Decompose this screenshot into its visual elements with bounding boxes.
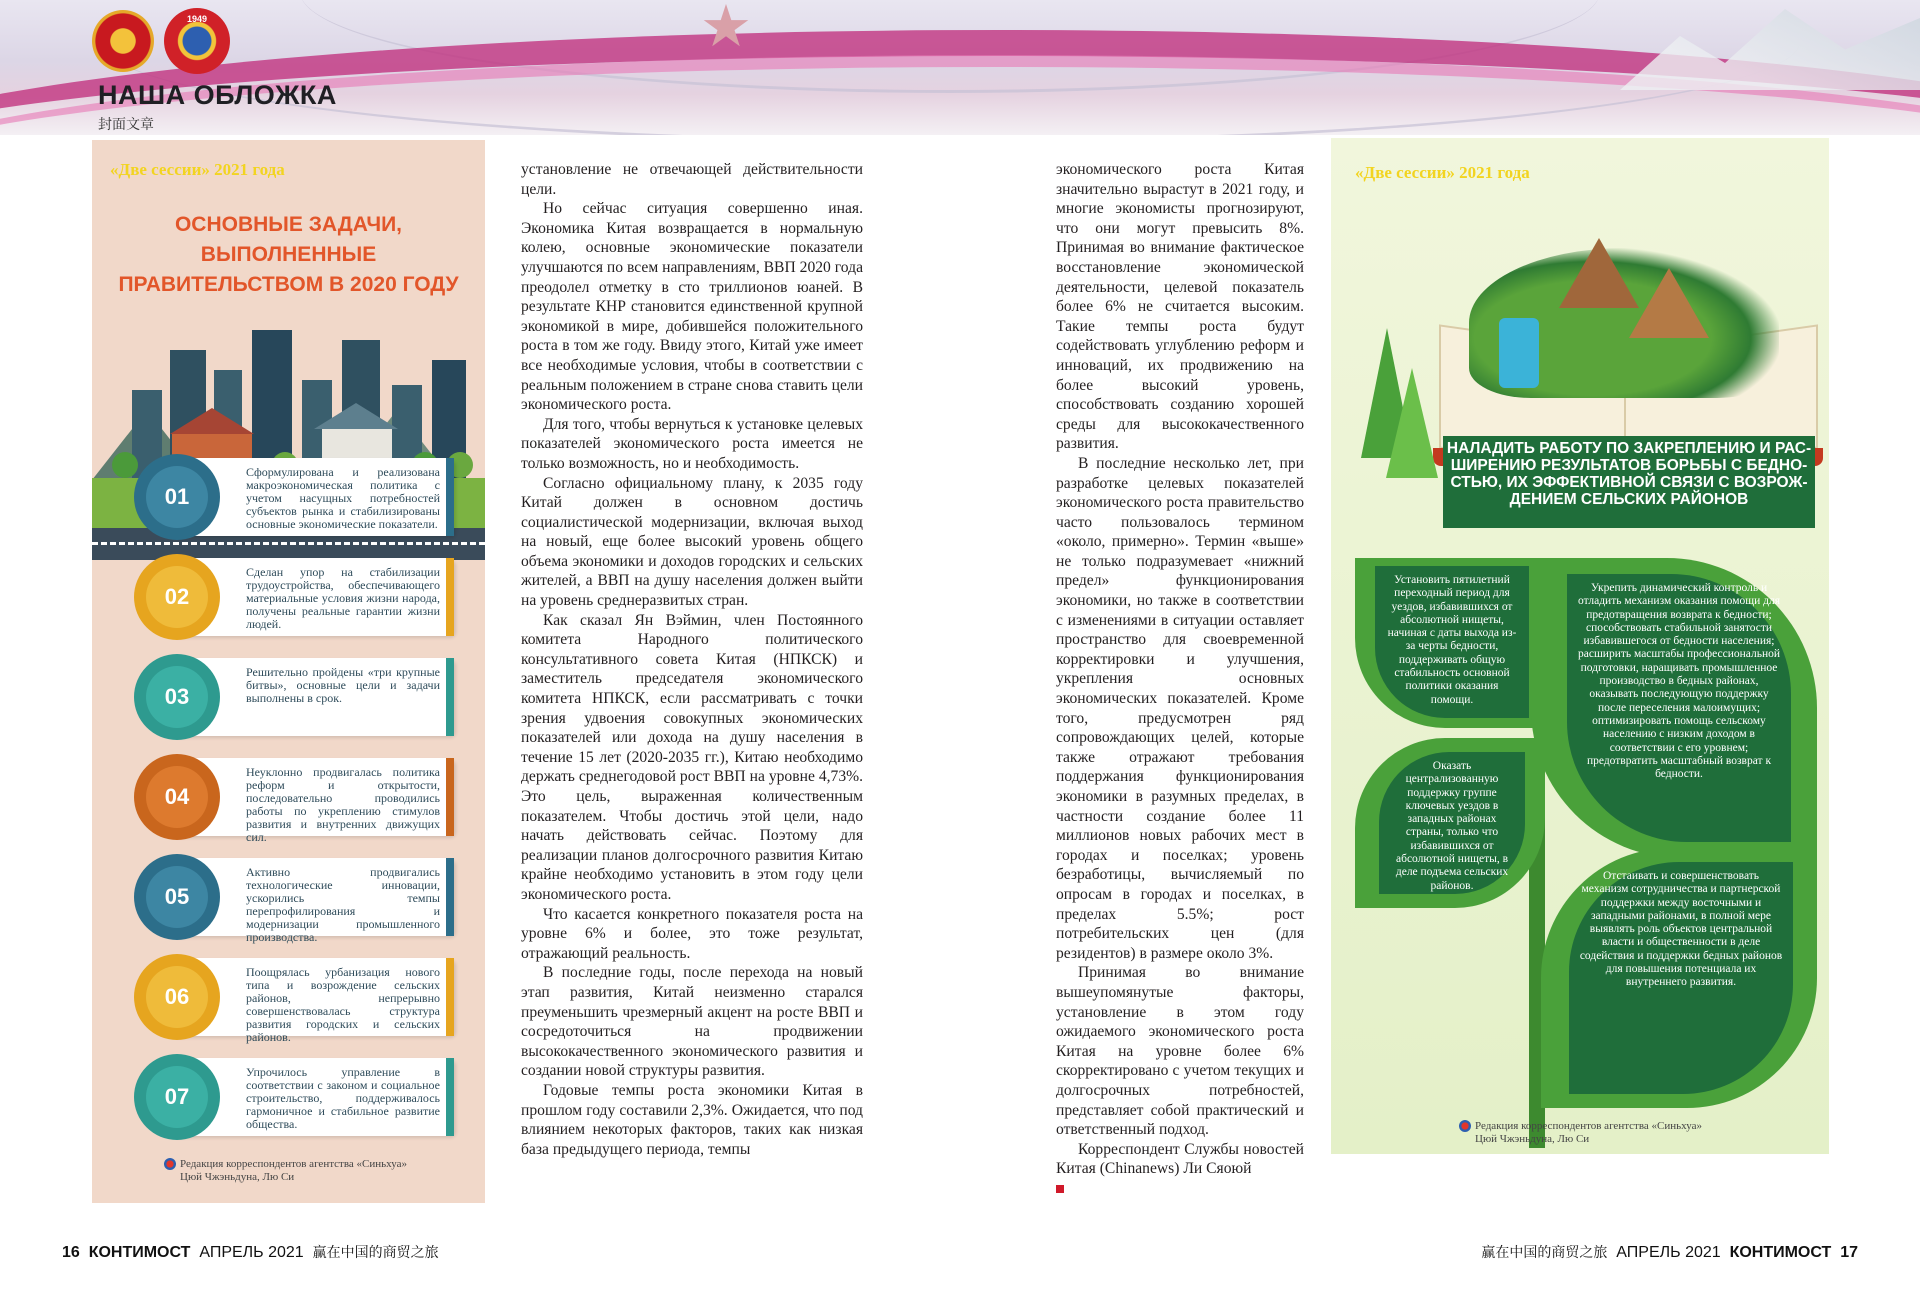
right-page-folio [1481,1242,1858,1262]
page-number: 17 [1840,1244,1858,1261]
paragraph: экономического роста Китая значительно вырастут в 2021 году, и многие экономисты прогнозируют, что они могут превысить 8%. Принимая во внимание фактическое восстановление экономической деятельности, целевой показатель более 6% не считается высоким. Такие темпы роста будут содействовать углублению реформ и инноваций, их продвижению на более высокий уровень, способствовать созданию хорошей среды для высококачественного развития. [1056,161,1304,453]
leaf-card-4 [1541,848,1817,1108]
credit-line: Редакция корреспондентов агентства «Синьхуа» [1475,1120,1702,1132]
step-accent-bar [446,458,454,536]
step-text: Сделан упор на стабилизации трудоустройства, обеспечивающего материальные условия жизни народа, получены реальные гарантии жизни людей. [246,565,440,631]
issue-date: АПРЕЛЬ 2021 [199,1244,304,1261]
leaf-card-2 [1531,558,1817,858]
credit-line: Цюй Чжэньдуна, Лю Си [180,1171,295,1183]
paragraph: установление не отвечающей действительности цели. [521,161,863,198]
leaf-text: Оказать централизованную поддержку группе ключевых уездов в западных районах страны, только что избавившихся от абсолютной нищеты, в деле подъема сельских районов. [1379,752,1525,894]
infographic-label: «Две сессии» 2021 года [110,160,285,179]
right-infographic [1331,138,1829,1154]
infographic-banner [1443,436,1815,528]
paragraph: Но сейчас ситуация совершенно иная. Экономика Китая возвращается в нормальную колею, основные экономические показатели улучшаются по всем направлениям, ВВП 2020 года преодолел отметку в сто триллионов юаней. В результате КНР становится единственной крупной экономикой в мире, добившейся положительного роста в том же году. Ввиду этого, Китай уже имеет все необходимые условия, чтобы в соответствии с реальным положением в стране снова ставить цели экономического роста. [521,200,863,414]
step-number: 01 [146,466,208,528]
step-accent-bar [446,958,454,1036]
pine-tree-shape [1386,368,1438,478]
step-number: 06 [146,966,208,1028]
end-of-article-mark [1056,1185,1064,1193]
paragraph: Что касается конкретного показателя роста на уровне 6% и более, это тоже результат, отражающий реальность. [521,905,863,962]
star-icon: ★ [700,0,752,59]
infographic-title [92,210,485,300]
step-accent-bar [446,858,454,936]
step-text: Неуклонно продвигалась политика реформ и открытости, последовательно проводились работы по укреплению стимулов развития и внутренних движущих сил. [246,765,440,844]
step-accent-bar [446,558,454,636]
leaf-card-1 [1355,558,1545,728]
magazine-name: КОНТИМОСТ [88,1244,191,1261]
paragraph: Для того, чтобы вернуться к установке целевых показателей экономического роста имеется не только возможность, но и необходимость. [521,415,863,472]
infographic-label: «Две сессии» 2021 года [1355,163,1530,182]
credit-line: Редакция корреспондентов агентства «Синьхуа» [180,1158,407,1170]
article-column-2 [1056,160,1304,1198]
step-number-badge [134,654,220,740]
leaf-text: Установить пятилетний переходный период для уездов, избавившихся от абсолютной нищеты, начиная с даты выхода из-за черты бедности, поддерживать общую стабильность основной политики оказания помощи. [1375,566,1529,718]
title-line: ПРАВИТЕЛЬСТВОМ В 2020 ГОДУ [118,273,459,296]
step-text: Упрочилось управление в соответствии с законом и социальное строительство, поддерживалось гармоничное и стабильное развитие общества. [246,1065,440,1131]
national-emblem-icon [92,10,154,72]
roof-shape [314,403,398,429]
paragraph: В последние годы, после перехода на новый этап развития, Китай неизменно старался преуменьшить чрезмерный акцент на росте ВВП и сосредоточиться на продвижении высококачественного экономического развития и создании новой структуры развития. [521,964,863,1080]
roof-shape [170,408,254,434]
section-subtitle: 封面文章 [98,117,154,133]
paragraph: Принимая во внимание вышеупомянутые факторы, установление в этом году ожидаемого экономического роста Китая на уровне более 6% скорректировано с учетом текущих и долгосрочных потребностей, представляет собой практический и ответственный подход. [1056,964,1304,1139]
banner-line: НАЛАДИТЬ РАБОТУ ПО ЗАКРЕПЛЕНИЮ И РАС- [1446,440,1812,457]
step-text: Решительно пройдены «три крупные битвы», основные цели и задачи выполнены в срок. [246,665,440,705]
leaf-card-3 [1355,738,1545,908]
photo-credit [164,1158,407,1184]
step-accent-bar [446,758,454,836]
banner-line: ШИРЕНИЮ РЕЗУЛЬТАТОВ БОРЬБЫ С БЕДНО- [1450,457,1808,474]
step-number: 04 [146,766,208,828]
step-accent-bar [446,658,454,736]
step-number: 07 [146,1066,208,1128]
magazine-name: КОНТИМОСТ [1729,1244,1832,1261]
step-accent-bar [446,1058,454,1136]
step-number: 05 [146,866,208,928]
xinhua-logo-icon [164,1158,176,1170]
title-line: ОСНОВНЫЕ ЗАДАЧИ, ВЫПОЛНЕННЫЕ [174,213,403,266]
step-number-badge [134,854,220,940]
task-step-07 [134,1054,454,1140]
task-step-05 [134,854,454,944]
paragraph: Годовые темпы роста экономики Китая в прошлом году составили 2,3%. Ожидается, что под влиянием некоторых факторов, таких как низкая база предыдущего периода, темпы [521,1081,863,1158]
xinhua-logo-icon [1459,1120,1471,1132]
step-number-badge [134,754,220,840]
mountain-shape [1629,268,1709,338]
step-text: Поощрялась урбанизация нового типа и возрождение сельских районов, непрерывно совершенствовалась структура развития городских и сельских районов. [246,965,440,1044]
task-step-04 [134,754,454,844]
author-byline: Корреспондент Службы новостей Китая (Chinanews) Ли Сяоюй [1056,1140,1304,1178]
credit-line: Цюй Чжэньдуна, Лю Си [1475,1133,1590,1145]
page-number: 16 [62,1244,80,1261]
left-page-folio [62,1242,439,1262]
task-step-03 [134,654,454,740]
step-number-badge [134,454,220,540]
step-number: 03 [146,666,208,728]
issue-date: АПРЕЛЬ 2021 [1616,1244,1721,1261]
section-title: НАША ОБЛОЖКА [98,80,337,110]
magazine-slogan: 赢在中国的商贸之旅 [1481,1245,1608,1261]
step-number-badge [134,554,220,640]
step-number-badge [134,954,220,1040]
leaf-text: Укрепить динамический контроль и отладить механизм оказания помощи для предотвращения возврата к бедности; способствовать стабильной занятости избавившегося от бедности населения; расширить масштабы профессиональной подготовки, наращивать промышленное производство в бедных районах, оказывать последующую поддержку после переселения малоимущих; оптимизировать помощь сельскому населению с низким доходом в соответствии с его уровнем; предотвратить масштабный возврат к бедности. [1567,574,1791,842]
header-banner [0,0,1920,135]
task-step-06 [134,954,454,1044]
task-step-01 [134,454,454,540]
step-number-badge [134,1054,220,1140]
photo-credit [1459,1120,1702,1146]
article-column-1 [521,160,863,1159]
task-step-02 [134,554,454,640]
leaf-text: Отстаивать и совершенствовать механизм сотрудничества и партнерской поддержки между восточными и западными районами, в полной мере выявлять роль объектов центральной власти и общественности в деле содействия и поддержки бедных районов для повышения потенциала их внутреннего развития. [1569,862,1793,1094]
waterfall-shape [1499,318,1539,388]
paragraph: Как сказал Ян Вэймин, член Постоянного комитета Народного политического консультативного совета Китая (НПКСК) и заместитель председателя экономического комитета НПКСК, если рассматривать с точки зрения удвоения совокупных экономических показателей или дохода на душу населения в течение 15 лет (2020-2035 гг.), Китаю необходимо держать среднегодовой рост ВВП на уровне 4,73%. Это цель, выраженная количественным показателем. Чтобы достичь этой цели, надо начать действовать сейчас. Поэтому для реализации планов долгосрочного развития Китаю крайне необходимо установить в этом году цели экономического роста. [521,611,863,903]
emblem-year: 1949 [186,14,208,24]
step-text: Сформулирована и реализована макроэкономическая политика с учетом насущных потребностей субъектов рынка и стабилизированы основные экономические показатели. [246,465,440,531]
left-infographic [92,140,485,1203]
step-number: 02 [146,566,208,628]
magazine-slogan: 赢在中国的商贸之旅 [312,1245,439,1261]
paragraph: Согласно официальному плану, к 2035 году Китай должен в основном достичь социалистической модернизации, включая выход на новый, еще более высокий уровень общего объема экономики и доходов городских и сельских жителей, а ВВП на душу населения должен выйти на уровень среднеразвитых стран. [521,474,863,610]
mountain-shape [1559,238,1639,308]
step-text: Активно продвигались технологические инновации, ускорились темпы перепрофилирования и модернизации промышленного производства. [246,865,440,944]
banner-line: ДЕНИЕМ СЕЛЬСКИХ РАЙОНОВ [1509,491,1749,508]
cppcc-emblem-icon [164,8,230,74]
paragraph: В последние несколько лет, при разработке целевых показателей экономического роста правительство часто пользовалось термином «около, примерно». Термин «выше» не только подразумевает «нижний предел» функционирования экономики, но также в соответствии с изменениями в ситуации оставляет пространство для своевременной корректировки и улучшения, укрепления основных экономических показателей. Кроме того, предусмотрен ряд сопровождающих целей, которые также отражают требования поддержания функционирования экономики в разумных пределах, в частности создание более 11 миллионов новых рабочих мест в городах и поселках; уровень безработицы, вычисляемый по опросам в городах и поселках, в пределах 5.5%; рост потребительских цен (для резидентов) в размере около 3%. [1056,454,1304,962]
banner-line: СТЬЮ, ИХ ЭФФЕКТИВНОЙ СВЯЗИ С ВОЗРОЖ- [1450,474,1808,491]
